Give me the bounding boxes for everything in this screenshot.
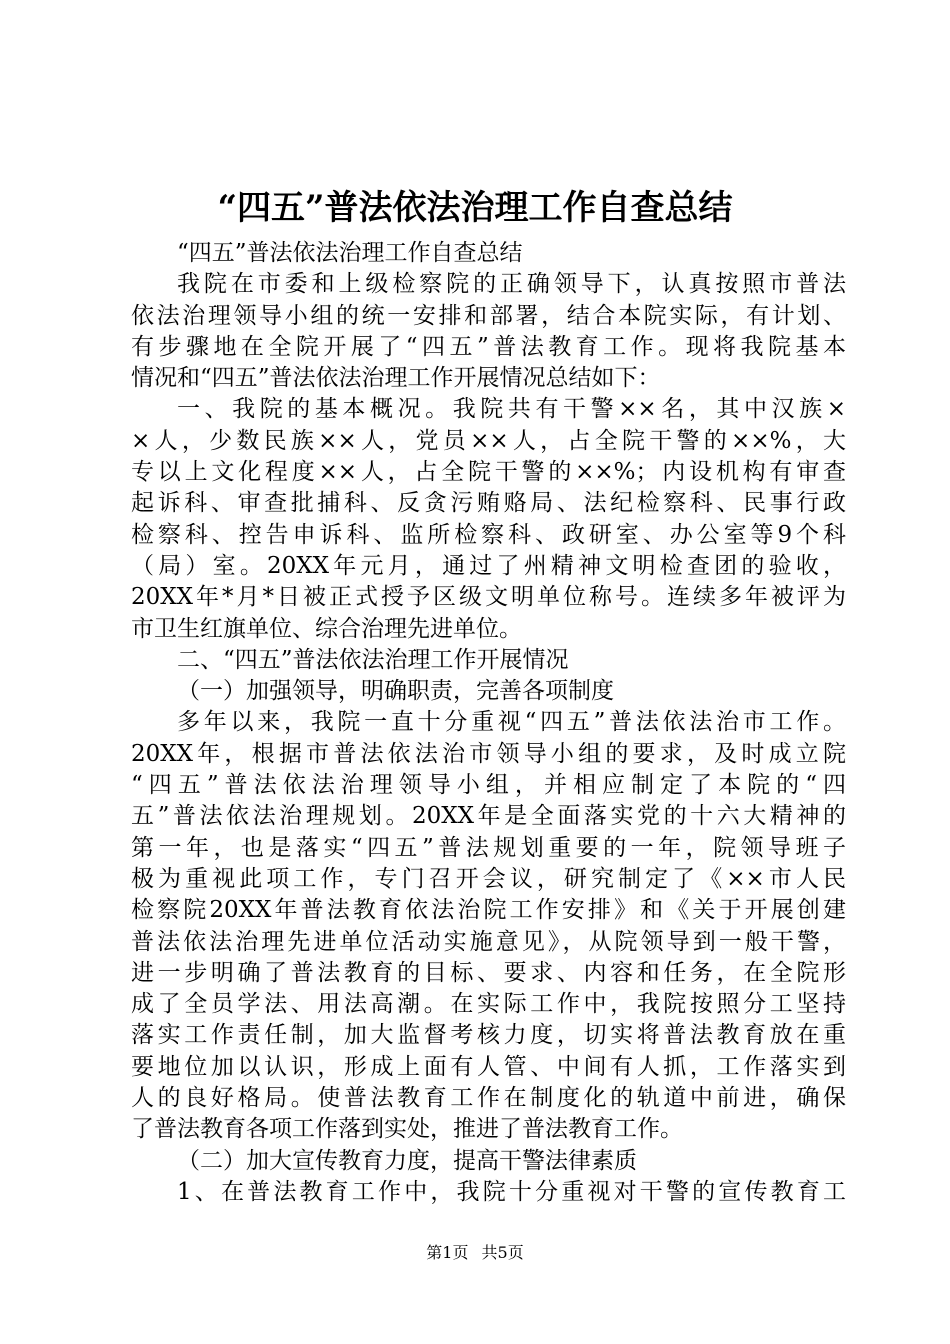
subsection-heading-1 bbox=[131, 676, 846, 707]
text-line: 检察科、控告申诉科、监所检察科、政研室、办公室等9个科 bbox=[131, 521, 846, 548]
text-line: 20XX年*月*日被正式授予区级文明单位称号。连续多年被评为 bbox=[131, 584, 846, 611]
text-line: 一、我院的基本概况。我院共有干警××名，其中汉族× bbox=[177, 396, 846, 423]
text-line: 二、“四五”普法依法治理工作开展情况 bbox=[177, 646, 569, 673]
text-line: 检察院20XX年普法教育依法治院工作安排》和《关于开展创建 bbox=[131, 897, 846, 924]
page-footer bbox=[0, 1242, 950, 1264]
paragraph-intro bbox=[131, 269, 846, 394]
paragraph-leadership bbox=[131, 707, 846, 1145]
text-line: 情况和“四五”普法依法治理工作开展情况总结如下： bbox=[131, 365, 661, 392]
text-line: 第一年，也是落实“四五”普法规划重要的一年，院领导班子 bbox=[131, 834, 846, 861]
paragraph-overview bbox=[131, 394, 846, 644]
text-line: 进一步明确了普法教育的目标、要求、内容和任务，在全院形 bbox=[131, 959, 846, 986]
section-heading-2 bbox=[131, 645, 846, 676]
text-line: 依法治理领导小组的统一安排和部署，结合本院实际，有计划、 bbox=[131, 302, 846, 329]
text-line: 极为重视此项工作，专门召开会议，研究制定了《××市人民 bbox=[131, 865, 846, 892]
subsection-heading-2 bbox=[131, 1146, 846, 1177]
text-line: 要地位加以认识，形成上面有人管、中间有人抓，工作落实到 bbox=[131, 1053, 846, 1080]
text-line: 市卫生红旗单位、综合治理先进单位。 bbox=[131, 615, 522, 642]
text-line: 1、在普法教育工作中，我院十分重视对干警的宣传教育工 bbox=[177, 1178, 846, 1205]
text-line: 有步骤地在全院开展了“四五”普法教育工作。现将我院基本 bbox=[131, 333, 846, 360]
text-line: 我院在市委和上级检察院的正确领导下，认真按照市普法 bbox=[177, 271, 846, 298]
document-body bbox=[131, 238, 846, 1208]
paragraph-item-1 bbox=[131, 1177, 846, 1208]
text-line: 专以上文化程度××人，占全院干警的××%；内设机构有审查 bbox=[131, 459, 846, 486]
text-line: 落实工作责任制，加大监督考核力度，切实将普法教育放在重 bbox=[131, 1022, 846, 1049]
page-total: 共5页 bbox=[481, 1243, 524, 1262]
page-number: 第1页 bbox=[426, 1243, 469, 1262]
text-line: 成了全员学法、用法高潮。在实际工作中，我院按照分工坚持 bbox=[131, 991, 846, 1018]
text-line: 了普法教育各项工作落到实处，推进了普法教育工作。 bbox=[131, 1116, 683, 1143]
text-line: “四五”普法依法治理领导小组，并相应制定了本院的“四 bbox=[131, 772, 846, 799]
text-line: （一）加强领导，明确职责，完善各项制度 bbox=[177, 678, 614, 705]
text-line: （局）室。20XX年元月，通过了州精神文明检查团的验收， bbox=[131, 552, 846, 579]
text-line: ×人，少数民族××人，党员××人，占全院干警的××%，大 bbox=[131, 427, 846, 454]
text-line: 普法依法治理先进单位活动实施意见》，从院领导到一般干警， bbox=[131, 928, 846, 955]
paragraph-heading bbox=[131, 238, 846, 269]
text-line: 多年以来，我院一直十分重视“四五”普法依法治市工作。 bbox=[177, 709, 846, 736]
text-line: （二）加大宣传教育力度，提高干警法律素质 bbox=[177, 1147, 637, 1174]
text-line: 人的良好格局。使普法教育工作在制度化的轨道中前进，确保 bbox=[131, 1085, 846, 1112]
text-line: 五”普法依法治理规划。20XX年是全面落实党的十六大精神的 bbox=[131, 803, 846, 830]
text-line: 20XX年，根据市普法依法治市领导小组的要求，及时成立院 bbox=[131, 740, 846, 767]
text-line: 起诉科、审查批捕科、反贪污贿赂局、法纪检察科、民事行政 bbox=[131, 490, 846, 517]
text-line: “四五”普法依法治理工作自查总结 bbox=[177, 240, 523, 266]
document-title: “四五”普法依法治理工作自查总结 bbox=[217, 188, 733, 228]
